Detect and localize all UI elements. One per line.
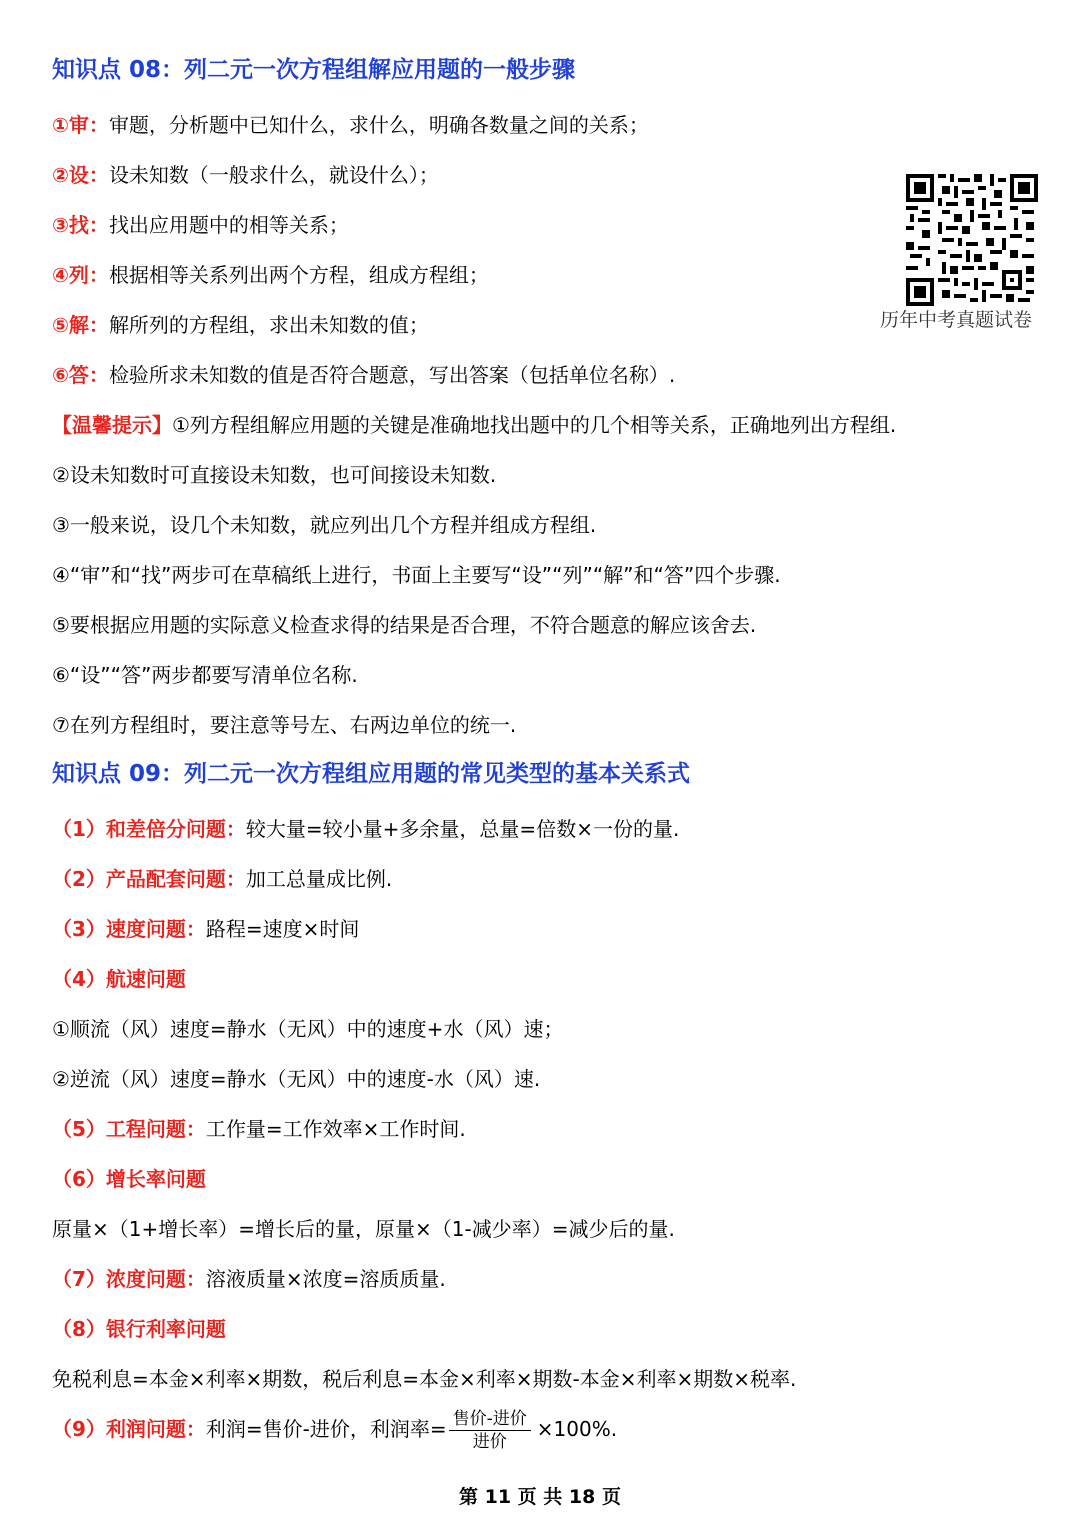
tip-text: ①列方程组解应用题的关键是准确地找出题中的几个相等关系，正确地列出方程组. [172, 413, 897, 437]
type-text: 较大量=较小量+多余量，总量=倍数×一份的量. [245, 817, 680, 841]
type-text: 加工总量成比例. [245, 867, 393, 891]
type-label: （8）银行利率问题 [52, 1317, 226, 1341]
section-09-title: 知识点 09：列二元一次方程组应用题的常见类型的基本关系式 [52, 761, 691, 787]
step-label: ⑤解： [52, 313, 109, 337]
step-list [52, 260, 489, 290]
type-text: 路程=速度×时间 [205, 917, 360, 941]
fraction-denominator: 进价 [472, 1432, 507, 1452]
type-item-3 [52, 914, 359, 944]
type-item-2 [52, 864, 392, 894]
step-text: 解所列的方程组，求出未知数的值； [108, 313, 429, 337]
type-label: （7）浓度问题： [52, 1267, 206, 1291]
page-number: 第 11 页 共 18 页 [459, 1486, 621, 1508]
type-text: 利润=售价-进价，利润率= [205, 1417, 447, 1441]
step-text: 审题，分析题中已知什么，求什么，明确各数量之间的关系； [108, 113, 649, 137]
step-label: ③找： [52, 213, 109, 237]
fraction-suffix: ×100%. [536, 1417, 618, 1441]
type-item-4 [52, 964, 186, 994]
type-item-1 [52, 814, 679, 844]
type-label: （1）和差倍分问题： [52, 817, 246, 841]
step-label: ②设： [52, 163, 109, 187]
step-solve [52, 310, 429, 340]
type-text: 工作量=工作效率×工作时间. [205, 1117, 466, 1141]
type-text: 溶液质量×浓度=溶质质量. [205, 1267, 446, 1291]
type-item-5 [52, 1114, 466, 1144]
section-08-title: 知识点 08：列二元一次方程组解应用题的一般步骤 [52, 57, 576, 83]
tip-label: 【温馨提示】 [52, 413, 172, 437]
type-item-4-line-2: ②逆流（风）速度=静水（无风）中的速度-水（风）速. [52, 1067, 541, 1091]
step-text: 设未知数（一般求什么，就设什么）； [108, 163, 439, 187]
step-text: 检验所求未知数的值是否符合题意，写出答案（包括单位名称）. [108, 363, 676, 387]
step-review [52, 110, 649, 140]
type-label: （2）产品配套问题： [52, 867, 246, 891]
type-item-4-line-1: ①顺流（风）速度=静水（无风）中的速度+水（风）速； [52, 1017, 564, 1041]
type-label: （6）增长率问题 [52, 1167, 206, 1191]
type-item-9 [52, 1406, 617, 1453]
type-item-6-line: 原量×（1+增长率）=增长后的量，原量×（1-减少率）=减少后的量. [52, 1217, 675, 1241]
tip-line-5: ⑤要根据应用题的实际意义检查求得的结果是否合理，不符合题意的解应该舍去. [52, 613, 757, 637]
step-set [52, 160, 439, 190]
step-label: ①审： [52, 113, 109, 137]
step-label: ④列： [52, 263, 109, 287]
step-answer [52, 360, 675, 390]
type-label: （3）速度问题： [52, 917, 206, 941]
type-label: （5）工程问题： [52, 1117, 206, 1141]
step-label: ⑥答： [52, 363, 109, 387]
profit-rate-fraction [449, 1408, 531, 1453]
step-find [52, 210, 349, 240]
step-text: 根据相等关系列出两个方程，组成方程组； [108, 263, 489, 287]
type-label: （4）航速问题 [52, 967, 186, 991]
type-item-8-line: 免税利息=本金×利率×期数，税后利息=本金×利率×期数-本金×利率×期数×税率. [52, 1367, 797, 1391]
tip-line-7: ⑦在列方程组时，要注意等号左、右两边单位的统一. [52, 713, 517, 737]
tip-line-2: ②设未知数时可直接设未知数，也可间接设未知数. [52, 463, 497, 487]
tip-line-3: ③一般来说，设几个未知数，就应列出几个方程并组成方程组. [52, 513, 597, 537]
type-item-8 [52, 1314, 226, 1344]
qr-code-icon[interactable] [906, 174, 1038, 306]
type-label: （9）利润问题： [52, 1417, 206, 1441]
fraction-numerator: 售价-进价 [449, 1408, 531, 1431]
tip-line-4: ④“审”和“找”两步可在草稿纸上进行，书面上主要写“设”“列”“解”和“答”四个步骤. [52, 563, 781, 587]
qr-caption: 历年中考真题试卷 [880, 309, 1033, 331]
type-item-7 [52, 1264, 446, 1294]
tip-line-6: ⑥“设”“答”两步都要写清单位名称. [52, 663, 358, 687]
type-item-6 [52, 1164, 206, 1194]
tip-line-1 [52, 410, 896, 440]
step-text: 找出应用题中的相等关系； [108, 213, 349, 237]
